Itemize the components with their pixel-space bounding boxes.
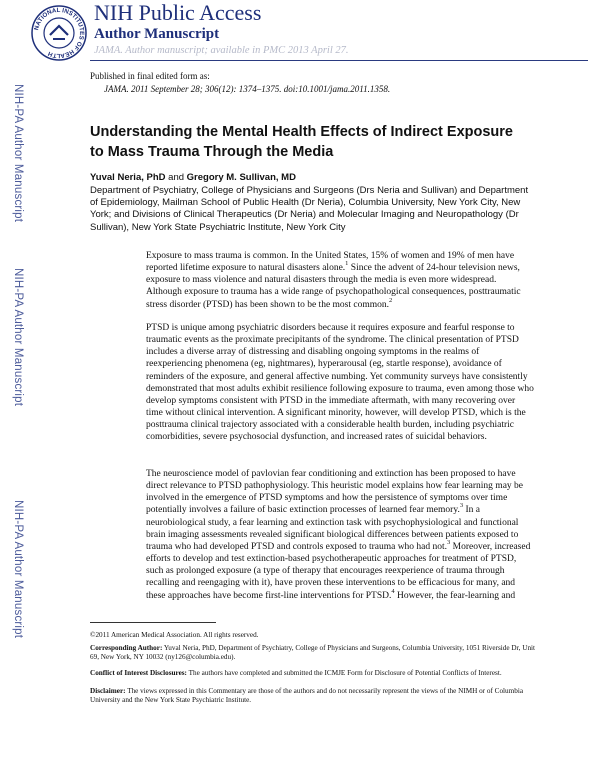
author-neria: Yuval Neria, PhD [90,172,166,183]
author-line: Yuval Neria, PhD and Gregory M. Sullivan, MD [90,172,296,183]
conflict-of-interest-note: Conflict of Interest Disclosures: The authors have completed and submitted the ICMJE Form for Disclosure of Potential Conflicts of Interest. [90,669,502,677]
article-title: Understanding the Mental Health Effects of Indirect Exposure to Mass Trauma Through the Media [90,124,513,160]
disclaimer-note: Disclaimer: The views expressed in this Commentary are those of the authors and do not necessarily represent the views of the NIMH or of Columbia University and the New York State Psychiatric Institute. [90,687,524,705]
paragraph-2: PTSD is unique among psychiatric disorders because it requires exposure and fearful response to traumatic events as the proximate precipitants of the syndrome. The clinical presentation of PTSD includes a diverse array of distressing and disabling ongoing symptoms in the realms of reexperiencing phenomena (eg, nightmares), hyperarousal (eg, startle response), avoidance of reminders of the exposure, and general affective numbing. Yet community surveys have consistently demonstrated that most adults exhibit resilience following exposure to trauma, even among those who develop symptoms consistent with PTSD in the immediate aftermath, with many recovering over time without clinical intervention. A significant minority, however, will develop PTSD, which is the posttrauma clinical trajectory associated with a considerable health burden, including psychiatric comorbidities, severe psychosocial dysfunction, and increased rates of suicidal behaviors. [146,323,534,443]
ref-link-3[interactable]: 3 [459,502,464,510]
availability-note: JAMA. Author manuscript; available in PMC 2013 April 27. [94,45,349,56]
svg-text:NATIONAL INSTITUTES OF HEALTH [33,7,85,59]
footnote-divider [90,622,216,623]
nih-public-access-title: NIH Public Access [94,0,262,25]
ref-link-3b[interactable]: 3 [447,538,451,546]
author-manuscript-label: Author Manuscript [94,26,220,42]
published-label: Published in final edited form as: [90,71,210,81]
ref-link-1[interactable]: 1 [345,260,349,268]
paragraph-1: Exposure to mass trauma is common. In the United States, 15% of women and 19% of men have reported lifetime exposure to natural disasters alone.$^1$ Since the advent of 24-hour television news, exposure to mass violence and natural disasters through the media is even more widespread. Although exposure to trauma has a wide range of psychopathological consequences, posttraumatic stress disorder (PTSD) has been shown to be the most common.$^2$ [146,251,521,310]
corresponding-author-note: Corresponding Author: Yuval Neria, PhD, Department of Psychiatry, College of Physicians and Surgeons, Columbia University, 1051 Riverside Dr, Unit 69, New York, NY 10032 (ny126@columbia.edu). [90,644,536,662]
paragraph-3: The neuroscience model of pavlovian fear conditioning and extinction has been proposed to have direct relevance to PTSD pathophysiology. This heuristic model explains how fear learning may be involved in the emergence of PTSD symptoms and how the persistence of symptoms over time potentially involves a failure of basic extinction processes of learned fear memory.$^3$ In a neurobiological study, a fear learning and extinction task with psychophysiological and functional brain imaging assessments revealed significant biological differences between patients exposed to trauma who had developed PTSD and controls exposed to trauma who had not.$^3$ Moreover, increased efforts to develop and test extinction-based psychotherapeutic approaches for treatment of PTSD, such as prolonged exposure (a type of therapy that encourages reexperience of trauma through recalling and reengaging with it), have proven these interventions to be efficacious for many, and these approaches have become first-line interventions for PTSD.$^4$ However, the fear-learning and [146,469,531,601]
affiliations: Department of Psychiatry, College of Physicians and Surgeons (Drs Neria and Sullivan) and Department of Epidemiology, Mailman School of Public Health (Dr Neria), Columbia University, New York City, New York; and Divisions of Clinical Therapeutics (Dr Neria) and Molecular Imaging and Neuropathology (Dr Sullivan), New York State Psychiatric Institute, New York City [90,185,529,233]
ref-link-2[interactable]: 2 [389,296,393,304]
copyright-note: ©2011 American Medical Association. All rights reserved. [90,631,259,639]
nih-logo [30,4,88,62]
logo-ring-text: NATIONAL INSTITUTES OF HEALTH [33,6,86,60]
header-divider [90,60,588,61]
author-sullivan: Gregory M. Sullivan, MD [186,172,296,183]
ref-link-4[interactable]: 4 [391,587,395,595]
citation: JAMA. 2011 September 28; 306(12): 1374–1375. doi:10.1001/jama.2011.1358. [104,84,391,94]
